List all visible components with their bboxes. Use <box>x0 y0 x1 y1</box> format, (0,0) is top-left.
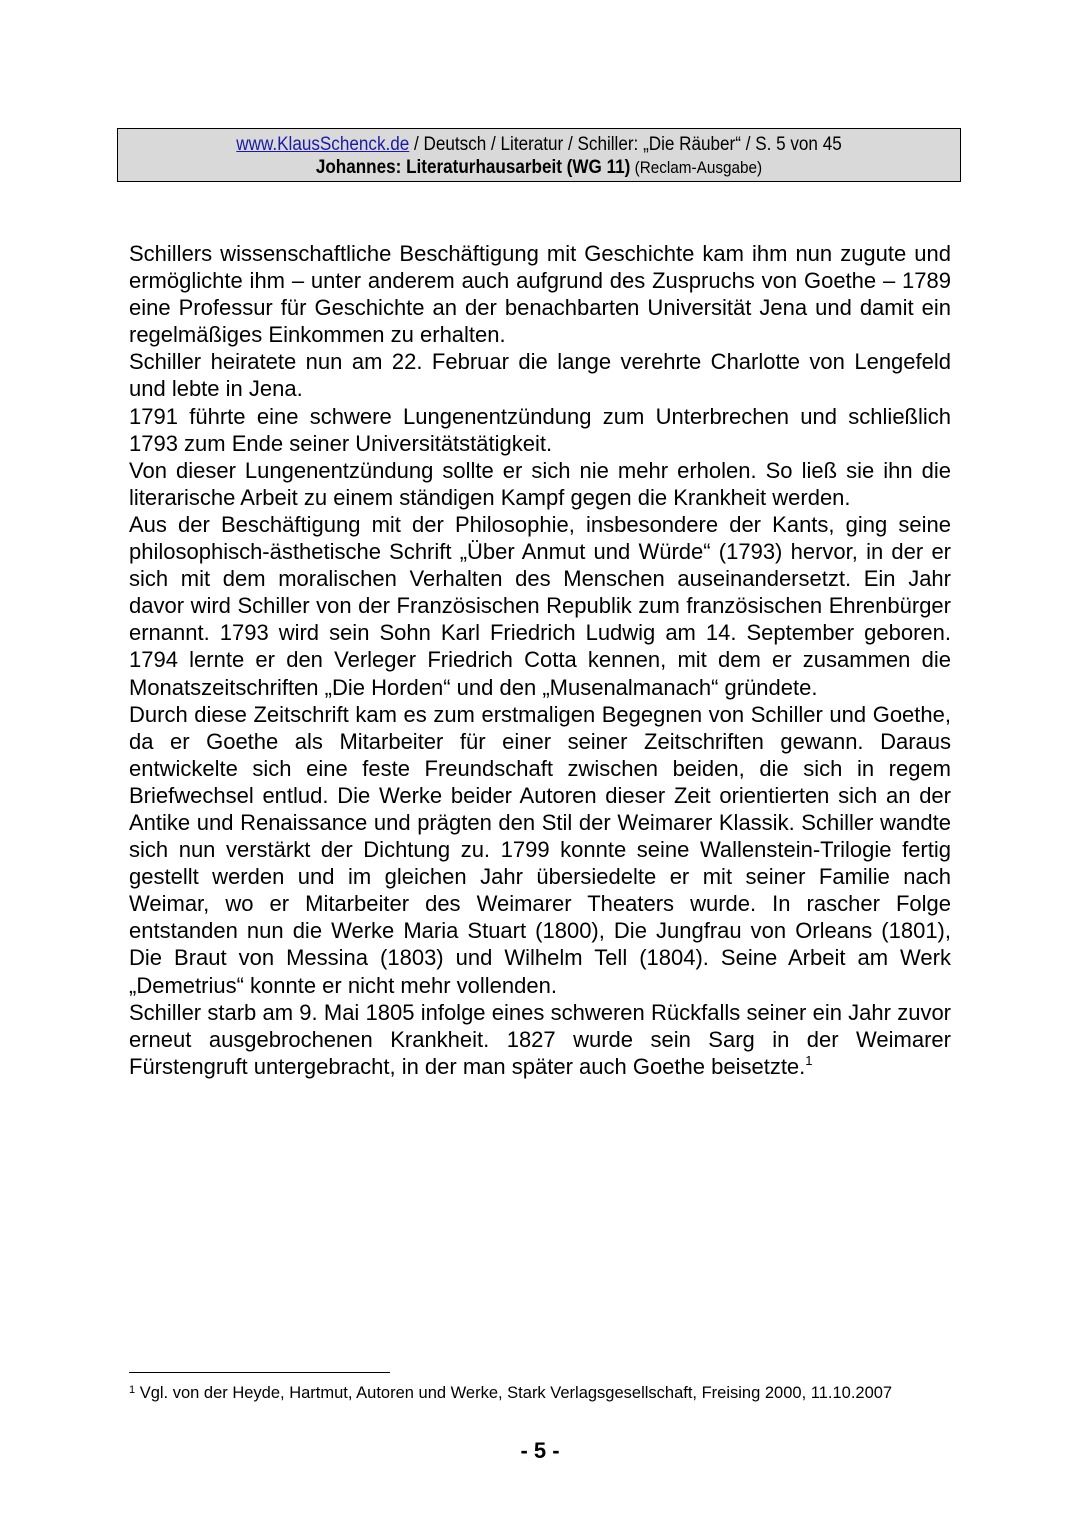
paragraph: Schiller heiratete nun am 22. Februar die lange verehrte Charlotte von Lengefeld und lebte in Jena. <box>129 349 951 402</box>
paragraph-text: Schiller starb am 9. Mai 1805 infolge eines schweren Rückfalls seiner ein Jahr zuvor erneut ausgebrochenen Krankheit. 1827 wurde sein Sarg in der Weimarer Fürstengruft untergebracht, in der man später auch Goethe beisetzte. <box>129 999 951 1079</box>
paragraph: 1791 führte eine schwere Lungenentzündung zum Unterbrechen und schließlich 1793 zum Ende seiner Universitätstätigkeit. <box>129 403 951 456</box>
main-text <box>129 240 951 1080</box>
site-link[interactable]: www.KlausSchenck.de <box>236 134 410 155</box>
paragraph: Schillers wissenschaftliche Beschäftigung mit Geschichte kam ihm nun zugute und ermöglichte ihm – unter anderem auch aufgrund des Zuspruchs von Goethe – 1789 eine Professur für Geschichte an der benachbarten Universität Jena und damit ein regelmäßiges Einkommen zu erhalten. <box>129 241 951 348</box>
page-number: - 5 - <box>520 1438 560 1463</box>
footnote <box>129 1383 919 1404</box>
header-title: Johannes: Literaturhausarbeit (WG 11) <box>315 157 631 178</box>
page-header <box>117 128 961 182</box>
header-edition: (Reclam-Ausgabe) <box>630 158 763 177</box>
footnote-text: Vgl. von der Heyde, Hartmut, Autoren und Werke, Stark Verlagsgesellschaft, Freising 2000, 11.10.2007 <box>135 1384 893 1402</box>
paragraph: Von dieser Lungenentzündung sollte er sich nie mehr erholen. So ließ sie ihn die literarische Arbeit zu einem ständigen Kampf gegen die Krankheit werden. <box>129 457 951 510</box>
header-path: / Deutsch / Literatur / Schiller: „Die Räuber“ / S. 5 von 45 <box>409 134 842 155</box>
paragraph: Durch diese Zeitschrift kam es zum erstmaligen Begegnen von Schiller und Goethe, da er Goethe als Mitarbeiter für einer seiner Zeitschriften gewann. Daraus entwickelte sich eine feste Freundschaft zwischen beiden, die sich in regem Briefwechsel entlud. Die Werke beider Autoren dieser Zeit orientierten sich an der Antike und Renaissance und prägten den Stil der Weimarer Klassik. Schiller wandte sich nun verstärkt der Dichtung zu. 1799 konnte seine Wallenstein-Trilogie fertig gestellt werden und im gleichen Jahr übersiedelte er mit seiner Familie nach Weimar, wo er Mitarbeiter des Weimarer Theaters wurde. In rascher Folge entstanden nun die Werke Maria Stuart (1800), Die Jungfrau von Orleans (1801), Die Braut von Messina (1803) und Wilhelm Tell (1804). Seine Arbeit am Werk „Demetrius“ konnte er nicht mehr vollenden. <box>129 701 951 998</box>
footnote-marker: 1 <box>129 1384 136 1396</box>
paragraph-last <box>129 999 951 1080</box>
paragraph: Aus der Beschäftigung mit der Philosophie, insbesondere der Kants, ging seine philosophisch-ästhetische Schrift „Über Anmut und Würde“ (1793) hervor, in der er sich mit dem moralischen Verhalten des Menschen auseinandersetzt. Ein Jahr davor wird Schiller von der Französischen Republik zum französischen Ehrenbürger ernannt. 1793 wird sein Sohn Karl Friedrich Ludwig am 14. September geboren. 1794 lernte er den Verleger Friedrich Cotta kennen, mit dem er zusammen die Monatszeitschriften „Die Horden“ und den „Musenalmanach“ gründete. <box>129 511 951 700</box>
header-line-source <box>160 133 918 157</box>
footnote-divider <box>129 1372 390 1373</box>
footnote-reference[interactable]: 1 <box>805 1052 813 1068</box>
header-line-title <box>160 157 918 179</box>
